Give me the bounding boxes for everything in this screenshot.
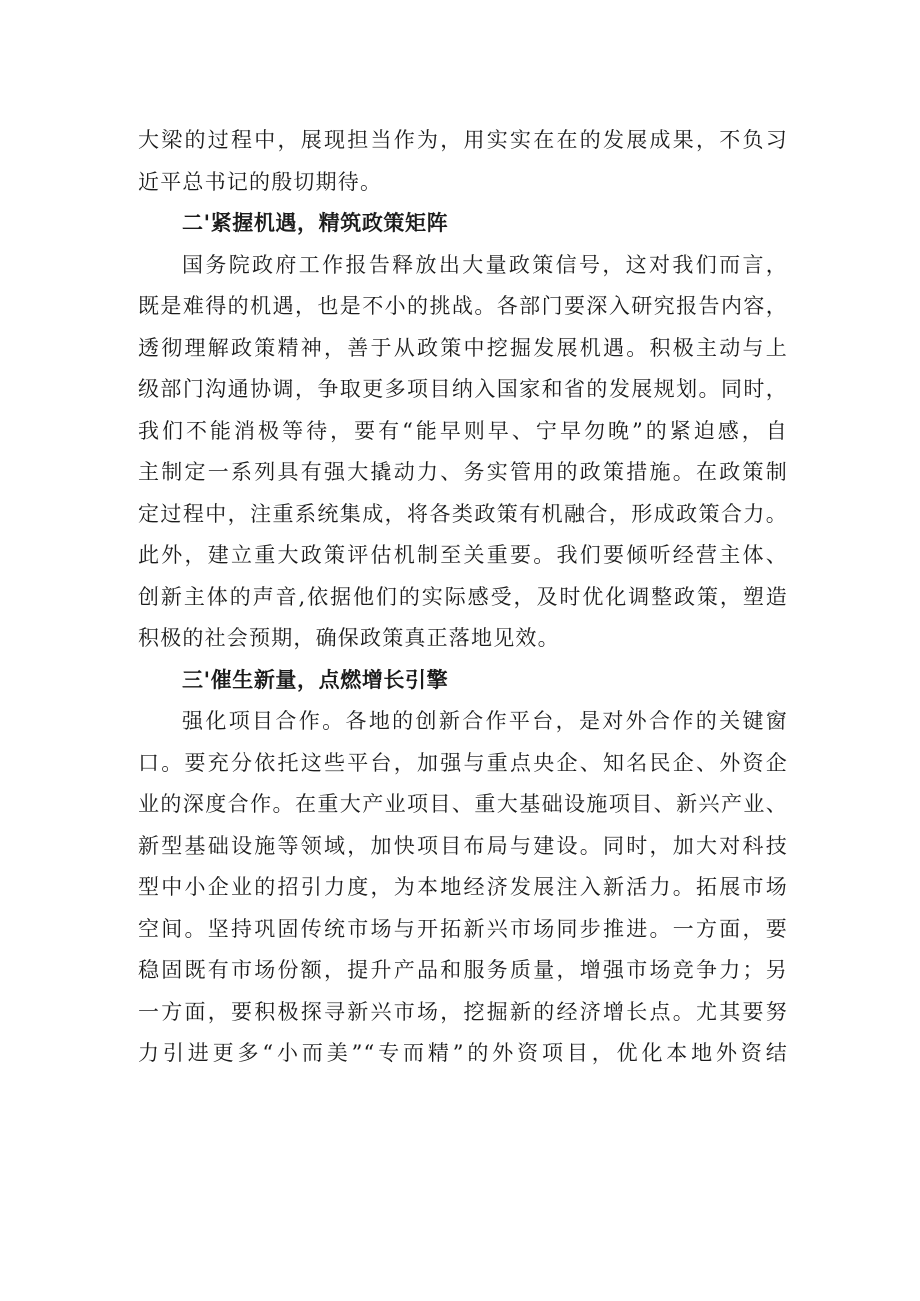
paragraph-line: 主制定一系列具有强大撬动力、务实管用的政策措施。在政策制 [138, 460, 788, 484]
paragraph-first-line: 强化项目合作。各地的创新合作平台，是对外合作的关键窗 [182, 709, 788, 733]
paragraph-line: 此外，建立重大政策评估机制至关重要。我们要倾听经营主体、 [138, 543, 788, 567]
paragraph-first-line: 国务院政府工作报告释放出大量政策信号，这对我们而言， [182, 252, 788, 277]
paragraph-line: 稳固既有市场份额，提升产品和服务质量，增强市场竞争力；另 [138, 958, 788, 982]
paragraph-line: 空间。坚持巩固传统市场与开拓新兴市场同步推进。一方面，要 [138, 916, 788, 941]
paragraph-line: 力引进更多“小而美”“专而精”的外资项目，优化本地外资结 [138, 1041, 788, 1065]
paragraph-line: 创新主体的声音,依据他们的实际感受，及时优化调整政策，塑造 [138, 584, 788, 609]
paragraph-line: 型中小企业的招引力度，为本地经济发展注入新活力。拓展市场 [138, 875, 788, 899]
paragraph-line: 我们不能消极等待，要有“能早则早、宁早勿晚”的紧迫感，自 [138, 418, 788, 443]
section-heading: 二'紧握机遇，精筑政策矩阵 [182, 211, 449, 235]
paragraph-line: 新型基础设施等领域，加快项目布局与建设。同时，加大对科技 [138, 833, 788, 858]
paragraph-line: 大梁的过程中，展现担当作为，用实实在在的发展成果，不负习 [138, 128, 788, 152]
paragraph-line: 业的深度合作。在重大产业项目、重大基础设施项目、新兴产业、 [138, 792, 788, 816]
paragraph-line: 口。要充分依托这些平台，加强与重点央企、知名民企、外资企 [138, 750, 788, 775]
paragraph-line: 定过程中，注重系统集成，将各类政策有机融合，形成政策合力。 [138, 501, 788, 526]
paragraph-line: 一方面，要积极探寻新兴市场，挖掘新的经济增长点。尤其要努 [138, 999, 788, 1024]
paragraph-line: 既是难得的机遇，也是不小的挑战。各部门要深入研究报告内容， [138, 294, 788, 318]
section-heading: 三'催生新量，点燃增长引擎 [182, 667, 449, 692]
document-body [138, 120, 788, 1075]
paragraph-line: 近平总书记的殷切期待。 [138, 169, 383, 194]
paragraph-line: 透彻理解政策精神，善于从政策中挖掘发展机遇。积极主动与上 [138, 335, 788, 360]
paragraph-line: 积极的社会预期，确保政策真正落地见效。 [138, 626, 560, 650]
paragraph-line: 级部门沟通协调，争取更多项目纳入国家和省的发展规划。同时， [138, 377, 788, 401]
